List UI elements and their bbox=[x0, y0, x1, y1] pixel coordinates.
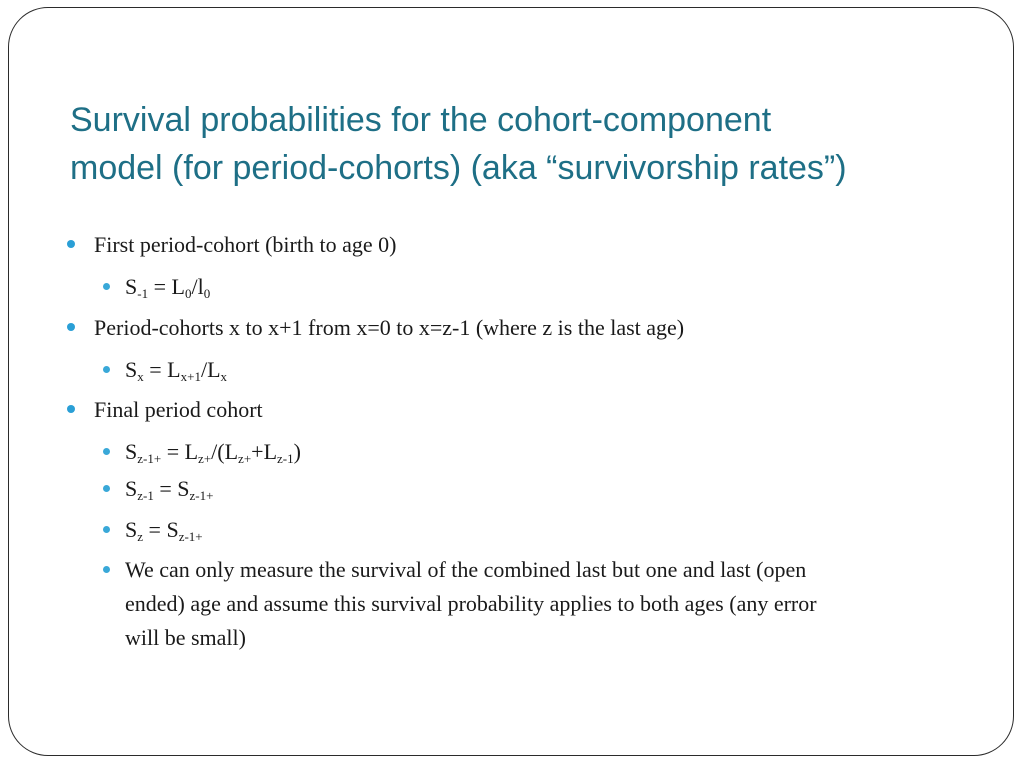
bullet-measurement-note bbox=[125, 553, 817, 655]
formula-s-z-1-plus bbox=[125, 435, 301, 469]
formula-part: /L bbox=[200, 357, 221, 382]
formula-part: S bbox=[125, 357, 138, 382]
formula-subscript: z+ bbox=[238, 451, 252, 466]
bullet-dot-icon bbox=[103, 366, 110, 373]
formula-subscript: z bbox=[137, 529, 144, 544]
bullet-first-period-cohort bbox=[94, 228, 396, 262]
bullet-dot-icon bbox=[103, 448, 110, 455]
bullet-text: Period-cohorts x to x+1 from x=0 to x=z-1 (where z is the last age) bbox=[94, 315, 685, 340]
formula-subscript: z+ bbox=[198, 451, 212, 466]
note-line-1: We can only measure the survival of the combined last but one and last (open bbox=[125, 557, 807, 582]
formula-subscript: z-1+ bbox=[189, 488, 214, 503]
bullet-dot-icon bbox=[67, 240, 75, 248]
bullet-text: Final period cohort bbox=[94, 397, 263, 422]
bullet-dot-icon bbox=[103, 485, 110, 492]
formula-part: /l bbox=[191, 274, 204, 299]
formula-part: = L bbox=[148, 274, 185, 299]
formula-s-z-1 bbox=[125, 472, 213, 506]
formula-subscript: 0 bbox=[203, 286, 211, 301]
formula-part: = S bbox=[143, 517, 179, 542]
bullet-final-period-cohort bbox=[94, 393, 263, 427]
bullet-text: First period-cohort (birth to age 0) bbox=[94, 232, 397, 257]
formula-subscript: z-1 bbox=[277, 451, 294, 466]
formula-part: S bbox=[125, 274, 138, 299]
bullet-dot-icon bbox=[103, 283, 110, 290]
formula-subscript: x bbox=[137, 369, 144, 384]
formula-part: S bbox=[125, 439, 138, 464]
bullet-period-cohorts bbox=[94, 311, 684, 345]
formula-subscript: z-1+ bbox=[178, 529, 203, 544]
note-line-3: will be small) bbox=[125, 625, 246, 650]
formula-subscript: z-1 bbox=[137, 488, 154, 503]
formula-part: = L bbox=[161, 439, 199, 464]
formula-s-minus-1 bbox=[125, 270, 210, 304]
note-line-2: ended) age and assume this survival probability applies to both ages (any error bbox=[125, 591, 817, 616]
title-line-2: model (for period-cohorts) (aka “survivorship rates”) bbox=[70, 149, 847, 187]
formula-subscript: -1 bbox=[137, 286, 149, 301]
formula-part: /(L bbox=[211, 439, 239, 464]
formula-subscript: 0 bbox=[184, 286, 192, 301]
formula-part: ) bbox=[293, 439, 301, 464]
formula-part: = S bbox=[153, 476, 190, 501]
bullet-dot-icon bbox=[67, 405, 75, 413]
formula-subscript: z-1+ bbox=[137, 451, 162, 466]
title-line-1: Survival probabilities for the cohort-component bbox=[70, 101, 772, 139]
formula-subscript: x bbox=[220, 369, 228, 384]
formula-part: = L bbox=[143, 357, 181, 382]
bullet-dot-icon bbox=[103, 526, 110, 533]
formula-part: S bbox=[125, 517, 138, 542]
formula-subscript: x+1 bbox=[180, 369, 201, 384]
formula-part: S bbox=[125, 476, 138, 501]
formula-part: +L bbox=[251, 439, 278, 464]
bullet-dot-icon bbox=[67, 323, 75, 331]
bullet-dot-icon bbox=[103, 566, 110, 573]
formula-s-z bbox=[125, 513, 203, 547]
formula-s-x bbox=[125, 353, 227, 387]
